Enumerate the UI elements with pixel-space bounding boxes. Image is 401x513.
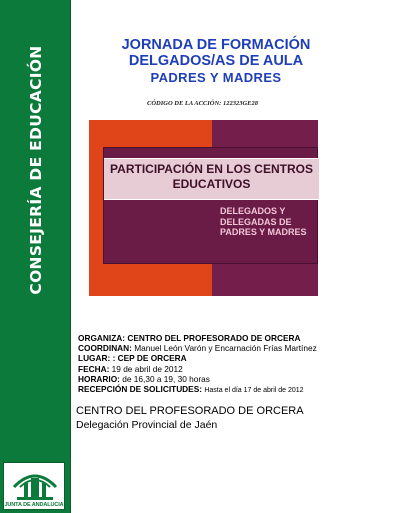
info-value: 19 de abril de 2012 [111,363,183,374]
header-line-1: JORNADA DE FORMACIÓN [121,37,311,53]
banner-image [89,120,318,296]
info-row [78,374,338,384]
info-label: COORDINAN: [78,343,132,354]
info-value: : CEP DE ORCERA [112,353,187,364]
action-code: CÓDIGO DE LA ACCIÓN: 122323GE28 [147,100,258,107]
banner-title: PARTICIPACIÓN EN LOS CENTROS EDUCATIVOS [110,162,313,191]
consejeria-vertical-title: CONSEJERÍA DE EDUCACIÓN [27,45,45,295]
info-row [78,343,338,353]
event-info [78,333,338,396]
info-row [78,364,338,374]
info-label: RECEPCIÓN DE SOLICITUDES: [78,384,203,395]
info-value: de 16,30 a 19, 30 horas [122,373,210,384]
info-row [78,353,338,363]
center-name: CENTRO DEL PROFESORADO DE ORCERA [76,405,304,417]
info-label: LUGAR: [78,353,111,364]
info-label: FECHA: [78,363,110,374]
sidebar [0,0,71,513]
banner-inner-box [103,147,318,264]
header-line-2: DELGADOS/AS DE AULA [128,53,304,69]
info-label: HORARIO: [78,373,120,384]
info-label: ORGANIZA: [78,333,126,343]
info-value: CENTRO DEL PROFESORADO DE ORCERA [127,333,301,343]
info-row [78,384,338,396]
info-value: Manuel León Varón y Encarnación Frías Martínez [134,343,317,354]
junta-de-andalucia-logo [3,462,65,510]
header-line-3: PADRES Y MADRES [150,70,282,85]
banner-subtitle: DELEGADOS Y DELEGADAS DE PADRES Y MADRES [220,206,307,237]
banner-title-band [104,158,319,200]
delegation-name: Delegación Provincial de Jaén [76,419,218,431]
logo-caption: JUNTA DE ANDALUCIA [4,502,64,508]
info-row [78,333,338,343]
info-value: Hasta el día 17 de abril de 2012 [204,387,304,395]
